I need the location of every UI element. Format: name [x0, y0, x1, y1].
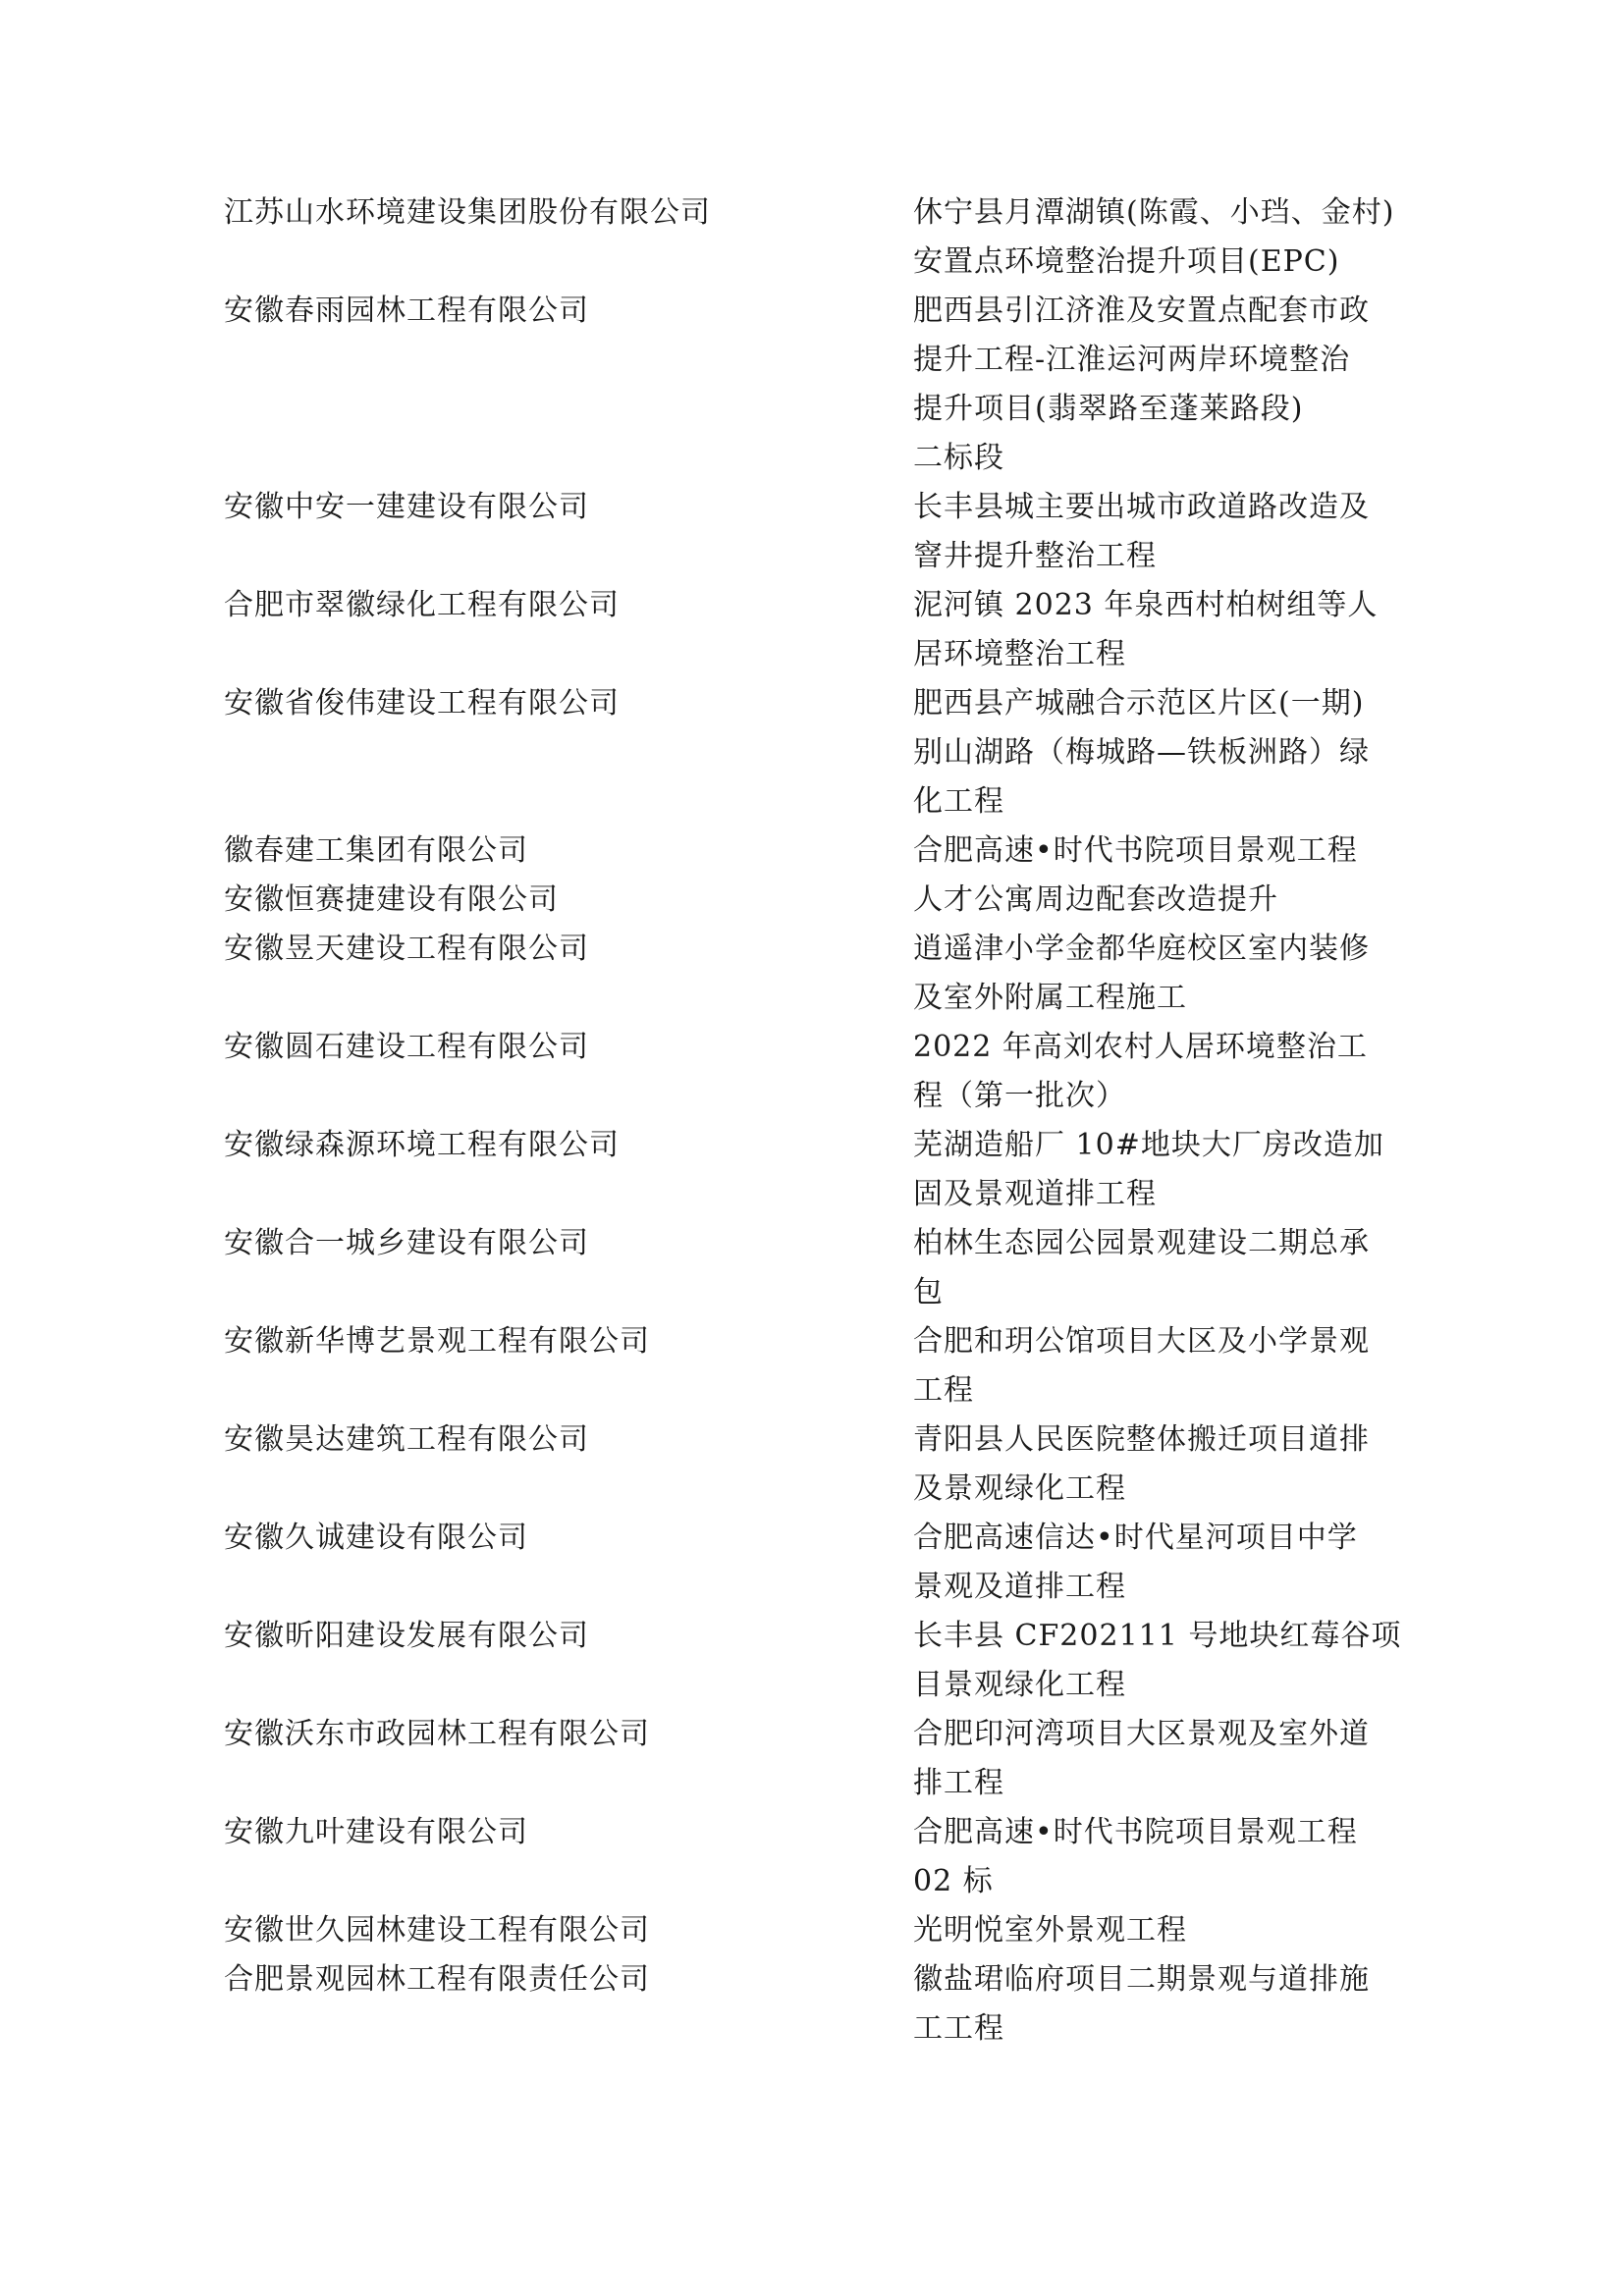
project-name [913, 1906, 1404, 1955]
project-name-line: 徽盐珺临府项目二期景观与道排施 [913, 1962, 1370, 1997]
project-name [913, 1121, 1404, 1219]
company-name: 安徽昊达建筑工程有限公司 [224, 1422, 589, 1457]
company-name: 安徽合一城乡建设有限公司 [224, 1226, 589, 1260]
project-name-line: 居环境整治工程 [913, 637, 1126, 671]
list-row [224, 581, 1432, 679]
company-name: 安徽绿森源环境工程有限公司 [224, 1128, 620, 1162]
list-row [224, 287, 1432, 483]
project-name [913, 483, 1404, 581]
project-name [913, 1514, 1404, 1612]
project-name [913, 925, 1404, 1023]
project-name-line: 景观及道排工程 [913, 1570, 1126, 1604]
company-name: 安徽圆石建设工程有限公司 [224, 1030, 589, 1064]
project-name [913, 1317, 1404, 1415]
project-name-line: 提升项目(翡翠路至蓬莱路段) [913, 392, 1304, 426]
list-row [224, 1808, 1432, 1906]
company-name: 安徽春雨园林工程有限公司 [224, 294, 589, 328]
project-name [913, 1023, 1404, 1121]
list-row [224, 1023, 1432, 1121]
project-name-line: 泥河镇 2023 年泉西村柏树组等人 [913, 588, 1379, 622]
project-name-line: 光明悦室外景观工程 [913, 1913, 1187, 1948]
project-name-line: 肥西县引江济淮及安置点配套市政 [913, 294, 1370, 328]
project-name-line: 2022 年高刘农村人居环境整治工 [913, 1030, 1368, 1064]
project-name [913, 827, 1404, 876]
project-name [913, 1415, 1404, 1514]
project-name [913, 188, 1404, 287]
list-row [224, 1906, 1432, 1955]
company-name: 安徽恒赛捷建设有限公司 [224, 882, 559, 917]
project-name-line: 及室外附属工程施工 [913, 981, 1187, 1015]
list-row [224, 1317, 1432, 1415]
company-name: 合肥市翠徽绿化工程有限公司 [224, 588, 620, 622]
project-name-line: 二标段 [913, 441, 1004, 475]
project-name-line: 合肥高速•时代书院项目景观工程 [913, 1815, 1358, 1849]
project-name [913, 1808, 1404, 1906]
project-name-line: 提升工程-江淮运河两岸环境整治 [913, 343, 1351, 377]
project-name [913, 876, 1404, 925]
company-name: 合肥景观园林工程有限责任公司 [224, 1962, 650, 1997]
company-name: 安徽九叶建设有限公司 [224, 1815, 528, 1849]
list-row [224, 1415, 1432, 1514]
list-row [224, 1514, 1432, 1612]
project-name [913, 581, 1404, 679]
company-name: 安徽新华博艺景观工程有限公司 [224, 1324, 650, 1359]
project-name-line: 及景观绿化工程 [913, 1471, 1126, 1506]
project-name [913, 287, 1404, 483]
list-row [224, 1219, 1432, 1317]
project-name-line: 工工程 [913, 2011, 1004, 2046]
project-name-line: 目景观绿化工程 [913, 1668, 1126, 1702]
project-name-line: 化工程 [913, 784, 1004, 819]
company-name: 安徽沃东市政园林工程有限公司 [224, 1717, 650, 1751]
project-name-line: 排工程 [913, 1766, 1004, 1800]
company-name: 徽春建工集团有限公司 [224, 833, 528, 868]
list-row [224, 1612, 1432, 1710]
company-name: 安徽昱天建设工程有限公司 [224, 932, 589, 966]
project-name-line: 长丰县城主要出城市政道路改造及 [913, 490, 1370, 524]
project-name-line: 包 [913, 1275, 944, 1309]
company-name: 江苏山水环境建设集团股份有限公司 [224, 195, 711, 230]
project-name [913, 1955, 1404, 2054]
project-name [913, 1710, 1404, 1808]
company-name: 安徽中安一建建设有限公司 [224, 490, 589, 524]
project-name-line: 青阳县人民医院整体搬迁项目道排 [913, 1422, 1370, 1457]
list-row [224, 188, 1432, 287]
project-name [913, 679, 1404, 827]
project-name-line: 02 标 [913, 1864, 994, 1898]
award-list [224, 188, 1432, 2054]
project-name-line: 长丰县 CF202111 号地块红莓谷项 [913, 1619, 1402, 1653]
company-name: 安徽省俊伟建设工程有限公司 [224, 686, 620, 721]
project-name-line: 工程 [913, 1373, 974, 1408]
list-row [224, 925, 1432, 1023]
project-name-line: 人才公寓周边配套改造提升 [913, 882, 1278, 917]
company-name: 安徽世久园林建设工程有限公司 [224, 1913, 650, 1948]
project-name-line: 固及景观道排工程 [913, 1177, 1157, 1211]
project-name [913, 1612, 1404, 1710]
list-row [224, 1955, 1432, 2054]
list-row [224, 483, 1432, 581]
project-name-line: 安置点环境整治提升项目(EPC) [913, 244, 1340, 279]
project-name-line: 休宁县月潭湖镇(陈霞、小珰、金村) [913, 195, 1395, 230]
list-row [224, 827, 1432, 876]
project-name-line: 柏林生态园公园景观建设二期总承 [913, 1226, 1370, 1260]
project-name-line: 程（第一批次） [913, 1079, 1126, 1113]
list-row [224, 1710, 1432, 1808]
project-name [913, 1219, 1404, 1317]
project-name-line: 窨井提升整治工程 [913, 539, 1157, 573]
list-row [224, 1121, 1432, 1219]
project-name-line: 合肥和玥公馆项目大区及小学景观 [913, 1324, 1370, 1359]
project-name-line: 逍遥津小学金都华庭校区室内装修 [913, 932, 1370, 966]
list-row [224, 876, 1432, 925]
project-name-line: 合肥高速信达•时代星河项目中学 [913, 1521, 1358, 1555]
list-row [224, 679, 1432, 827]
project-name-line: 合肥印河湾项目大区景观及室外道 [913, 1717, 1370, 1751]
project-name-line: 别山湖路（梅城路—铁板洲路）绿 [913, 735, 1370, 770]
project-name-line: 合肥高速•时代书院项目景观工程 [913, 833, 1358, 868]
company-name: 安徽久诚建设有限公司 [224, 1521, 528, 1555]
project-name-line: 肥西县产城融合示范区片区(一期) [913, 686, 1365, 721]
company-name: 安徽昕阳建设发展有限公司 [224, 1619, 589, 1653]
project-name-line: 芜湖造船厂 10#地块大厂房改造加 [913, 1128, 1384, 1162]
